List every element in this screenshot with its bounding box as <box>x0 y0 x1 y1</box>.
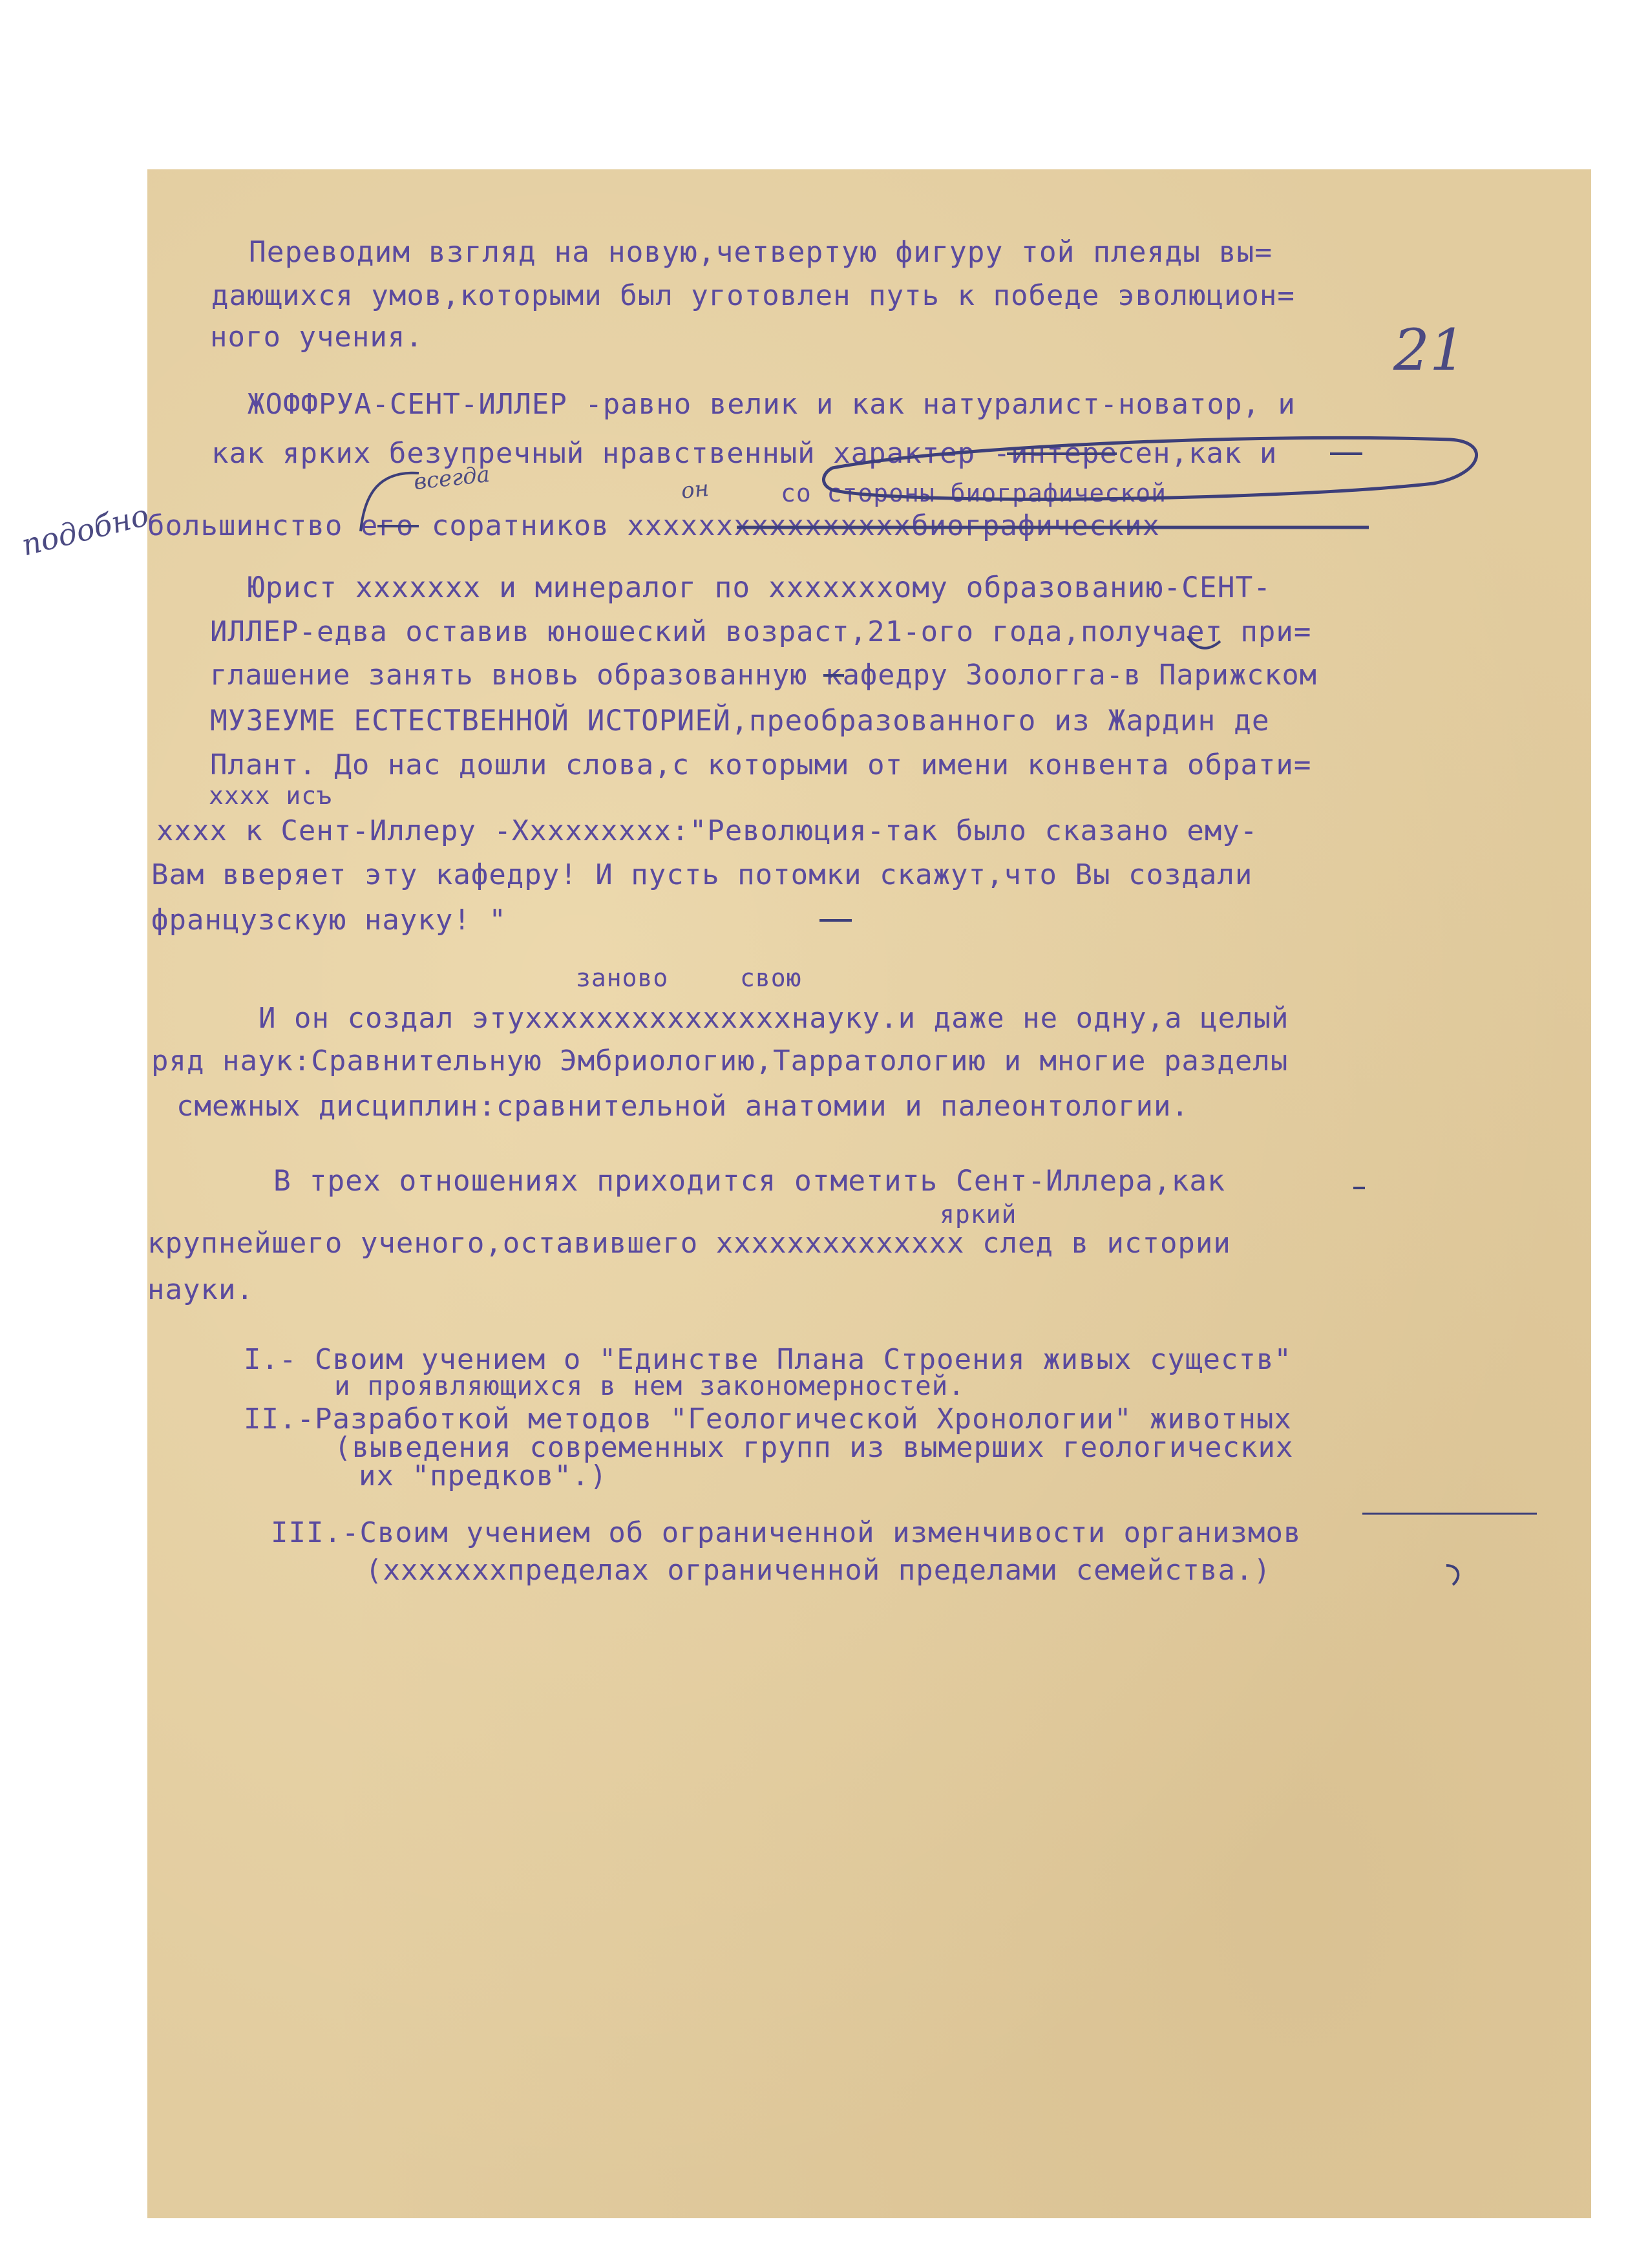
inserted-line: свою <box>740 964 802 992</box>
list-item-1: I.- Своим учением о "Единстве Плана Строения живых существ" <box>244 1343 1292 1376</box>
text-line: Переводим взгляд на новую,четвертую фигуру той плеяды вы= <box>249 236 1273 269</box>
inserted-word: он <box>680 475 710 505</box>
text-line: французскую науку! " <box>151 904 507 937</box>
inserted-word: всегда <box>412 461 491 496</box>
list-item-2-cont: их "предков".) <box>359 1459 607 1492</box>
text-line: науки. <box>147 1273 254 1306</box>
page-number: 21 <box>1393 317 1466 383</box>
pen-markings <box>147 169 1591 2218</box>
text-line: большинство его соратников xхxхxxxхxхxxxхxхбиографических <box>147 509 1160 542</box>
insert-stroke <box>1188 636 1220 648</box>
text-line: смежных дисциплин:сравнительной анатомии и палеонтологии. <box>176 1090 1189 1123</box>
text-line: глашение занять вновь образованную кафедру Зоологга-в Парижском <box>210 659 1317 692</box>
text-line: В трех отношениях приходится отметить Сент-Иллера,как <box>273 1165 1225 1198</box>
text-line: ряд наук:Сравнительную Эмбриологию,Тарратологию и многие разделы <box>151 1044 1289 1077</box>
insert-stroke <box>1446 1565 1458 1585</box>
text-line: xхxх к Сент-Иллеру -Хxхxхxхxx:"Революция-так было сказано ему- <box>156 814 1258 847</box>
text-line: МУЗЕУМЕ ЕСТЕСТВЕННОЙ ИСТОРИЕЙ,преобразованного из Жардин де <box>210 705 1270 737</box>
document-page <box>18 169 1591 2218</box>
list-item-3: III.-Своим учением об ограниченной изменчивости организмов <box>271 1516 1302 1549</box>
text-line: ного учения. <box>210 321 423 354</box>
margin-handwritten-note: подобно <box>18 497 153 563</box>
list-item-2: II.-Разработкой методов "Геологической Хронологии" животных <box>244 1403 1292 1436</box>
text-line: Юрист xхxхxхx и минералог по хxхxхxхому образованию-СЕНТ- <box>248 571 1272 604</box>
text-line: И он создал этухxхxхxхxхxхxхxхнауку.и даже не одну,а целый <box>259 1002 1289 1035</box>
text-line: дающихся умов,которыми был уготовлен путь к победе эволюцион= <box>211 279 1295 312</box>
text-line: ЖОФФРУА-СЕНТ-ИЛЛЕР -равно велик и как натуралист-новатор, и <box>248 388 1296 421</box>
list-item-3-cont: (xхxхxхxпределах ограниченной пределами семейства.) <box>365 1554 1272 1587</box>
list-item-2-cont: (выведения современных групп из вымерших геологических <box>334 1431 1294 1464</box>
inserted-line: со стороны биографической <box>781 479 1167 507</box>
inserted-line: xхxх исъ <box>209 781 333 810</box>
text-line: крупнейшего ученого,оставившего xхxхxхxхxхxхxx след в истории <box>147 1227 1231 1260</box>
text-line: как ярких безупречный нравственный характер -интересен,как и <box>211 437 1278 470</box>
insert-stroke <box>361 473 419 531</box>
text-line: ИЛЛЕР-едва оставив юношеский возраст,21-ого года,получает при= <box>210 615 1312 648</box>
circled-phrase <box>823 438 1476 499</box>
list-item-1-cont: и проявляющихся в нем закономерностей. <box>334 1370 965 1401</box>
inserted-line: яркий <box>940 1200 1017 1229</box>
inserted-line: заново <box>576 964 669 992</box>
text-line: Вам вверяет эту кафедру! И пусть потомки скажут,что Вы создали <box>151 858 1253 891</box>
text-line: Плант. До нас дошли слова,с которыми от имени конвента обрати= <box>210 748 1312 781</box>
